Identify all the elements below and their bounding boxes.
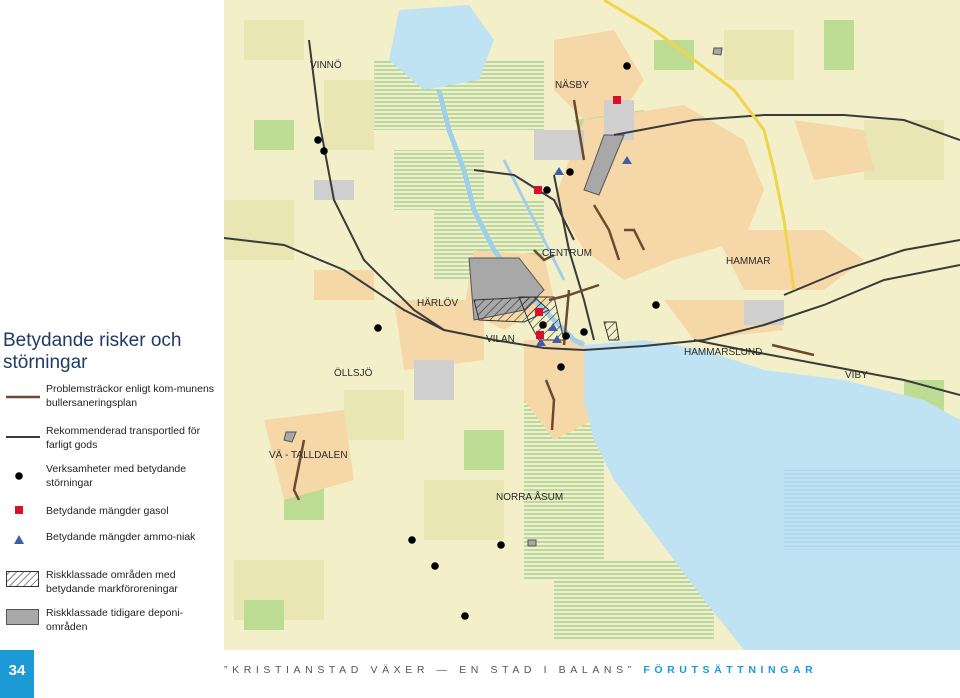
ammonia-triangle-symbol [6, 532, 40, 552]
place-hammar: HAMMAR [726, 256, 771, 267]
place-ollsjo: ÖLLSJÖ [334, 368, 373, 379]
legend-label-activities: Verksamheter med betydande störningar [46, 463, 187, 489]
legend-label-gas: Betydande mängder gasol [46, 505, 169, 517]
place-norra-asum: NORRA ÅSUM [496, 492, 564, 503]
legend-label-transport: Rekommenderad transportled för farligt gods [46, 425, 201, 451]
noise-route-symbol [6, 388, 40, 408]
place-harlov: HÄRLÖV [417, 298, 459, 309]
hatched-area-symbol [6, 568, 40, 588]
transport-route-symbol [6, 430, 40, 450]
place-va-talldalen: VÄ - TALLDALEN [269, 450, 348, 461]
shore-wetland [784, 470, 960, 550]
tagline-text: ”KRISTIANSTAD VÄXER — EN STAD I BALANS” [224, 664, 636, 676]
place-vilan: VILAN [486, 334, 515, 345]
place-centrum: CENTRUM [542, 248, 592, 259]
legend-title: Betydande risker och störningar [3, 330, 182, 373]
legend-label-contaminated: Riskklassade områden med betydande markföroreningar [46, 569, 178, 595]
legend-label-landfill: Riskklassade tidigare deponi-områden [46, 607, 184, 633]
activity-dot-symbol [6, 468, 40, 488]
map-canvas[interactable] [224, 0, 960, 650]
place-nasby: NÄSBY [555, 80, 589, 91]
legend-label-noise: Problemsträckor enligt kom-munens bullersaneringsplan [46, 383, 215, 409]
gas-square-symbol [6, 504, 40, 524]
page-number: 34 [0, 650, 34, 698]
place-hammarslund: HAMMARSLUND [684, 347, 763, 358]
grey-area-symbol [6, 606, 40, 626]
place-vinno: VINNÖ [310, 60, 342, 71]
map-legend [0, 0, 224, 650]
legend-label-ammonia: Betydande mängder ammo-niak [46, 531, 196, 543]
footer-tagline [224, 664, 817, 676]
tagline-accent: FÖRUTSÄTTNINGAR [643, 664, 818, 676]
map-svg [224, 0, 960, 650]
place-viby: VIBY [845, 370, 868, 381]
